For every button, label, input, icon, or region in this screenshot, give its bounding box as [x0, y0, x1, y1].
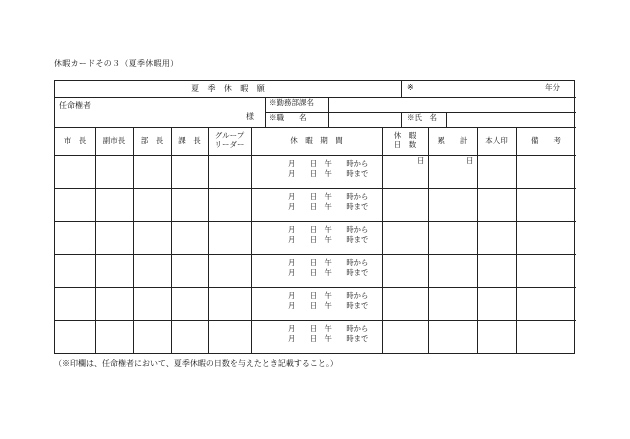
table-row[interactable] [55, 254, 576, 287]
period-text [288, 225, 368, 245]
table-row[interactable] [55, 287, 576, 320]
header-section-head: 課 長 [178, 135, 201, 145]
period-from: 月 日 午 時から [288, 258, 369, 267]
header-mayor: 市 長 [63, 135, 87, 145]
period-to: 月 日 午 時まで [288, 300, 369, 310]
line-v-appointer [265, 97, 266, 127]
table-row[interactable] [55, 188, 576, 221]
header-division-head: 部 長 [140, 135, 164, 145]
position-field[interactable] [328, 112, 401, 127]
period-from: 月 日 午 時から [288, 159, 369, 168]
period-from: 月 日 午 時から [288, 291, 369, 300]
name-field[interactable] [446, 112, 576, 127]
period-text [288, 324, 368, 344]
period-text [288, 291, 368, 311]
position-label: ※職 名 [269, 113, 307, 122]
line-v-label [328, 97, 329, 127]
line-h1 [55, 97, 576, 98]
line-v-name [446, 112, 447, 127]
days-line1: 休 暇 [393, 131, 417, 141]
footnote: （※印欄は、任命権者において、夏季休暇の日数を与えたとき記載すること。） [54, 359, 338, 368]
period-from: 月 日 午 時から [288, 324, 369, 333]
period-from: 月 日 午 時から [288, 192, 369, 201]
table-row[interactable] [55, 221, 576, 254]
year-suffix: 年分 [545, 83, 560, 92]
header-period: 休 暇 期 間 [290, 135, 343, 145]
banner-mark: ※ [407, 83, 414, 92]
period-to: 月 日 午 時まで [288, 267, 369, 277]
period-text [288, 159, 368, 179]
table-row[interactable] [55, 155, 576, 188]
day-unit: 日 [417, 156, 425, 165]
period-to: 月 日 午 時まで [288, 201, 369, 211]
table-row[interactable] [55, 320, 576, 353]
header-group-leader [208, 127, 251, 155]
period-text [288, 258, 368, 278]
period-to: 月 日 午 時まで [288, 333, 369, 343]
period-from: 月 日 午 時から [288, 225, 369, 234]
header-seal: 本人印 [485, 135, 508, 145]
group-leader-line1: グループ [214, 131, 245, 141]
day-unit: 日 [466, 156, 474, 165]
appointer-label: 任命権者 [59, 101, 91, 110]
department-field[interactable] [328, 97, 576, 112]
group-leader-line2: リーダー [214, 140, 245, 149]
period-text [288, 192, 368, 212]
header-remarks: 備 考 [531, 135, 561, 145]
honorific: 様 [246, 112, 254, 121]
department-label: ※勤務部課名 [269, 98, 314, 107]
header-deputy-mayor: 副市長 [102, 135, 126, 145]
line-v-banner [401, 81, 402, 97]
header-days [382, 127, 428, 155]
days-line2: 日 数 [393, 140, 417, 149]
summer-leave-form [54, 80, 575, 354]
line-h2 [265, 112, 576, 113]
period-to: 月 日 午 時まで [288, 168, 369, 178]
line-v-position [401, 112, 402, 127]
name-label: ※氏 名 [407, 113, 437, 122]
period-to: 月 日 午 時まで [288, 234, 369, 244]
header-total: 累 計 [437, 135, 468, 145]
form-caption: 休暇カードその３（夏季休暇用） [54, 59, 179, 68]
form-title: 夏 季 休 暇 願 [191, 84, 265, 94]
